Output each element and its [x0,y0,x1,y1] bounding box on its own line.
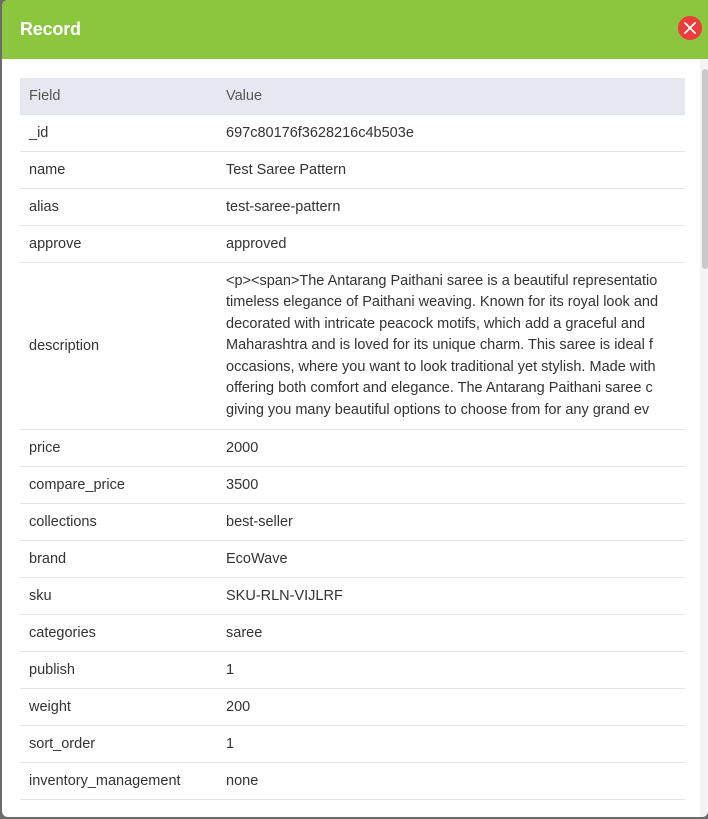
record-modal [2,0,708,817]
field-cell: publish [20,652,217,689]
description-line: offering both comfort and elegance. The Antarang Paithani saree c [226,380,653,397]
field-cell: compare_price [20,467,217,504]
modal-title: Record [20,19,81,39]
value-cell: none [217,763,685,800]
table-row [20,615,685,652]
value-cell: 200 [217,689,685,726]
close-button[interactable] [678,16,702,40]
value-cell: test-saree-pattern [217,189,685,226]
table-row [20,689,685,726]
record-table [20,78,685,800]
field-cell: inventory_management [20,763,217,800]
field-cell: _id [20,115,217,152]
table-row [20,726,685,763]
value-cell: 697c80176f3628216c4b503e [217,115,685,152]
table-row [20,430,685,467]
field-cell: collections [20,504,217,541]
value-cell: Test Saree Pattern [217,152,685,189]
value-cell: approved [217,226,685,263]
field-cell: sort_order [20,726,217,763]
scrollbar-thumb[interactable] [702,69,708,269]
value-cell: SKU-RLN-VIJLRF [217,578,685,615]
field-cell: categories [20,615,217,652]
table-row [20,115,685,152]
field-cell: name [20,152,217,189]
description-line: timeless elegance of Paithani weaving. Known for its royal look and [226,294,659,311]
modal-body [2,59,708,817]
table-row [20,189,685,226]
value-cell: EcoWave [217,541,685,578]
record-table-wrapper [20,78,685,800]
value-cell: saree [217,615,685,652]
value-cell: 1 [217,726,685,763]
table-row [20,578,685,615]
description-line: decorated with intricate peacock motifs, which add a graceful and [226,315,646,332]
field-cell: weight [20,689,217,726]
description-line: <p><span>The Antarang Paithani saree is a beautiful representatio [226,273,658,290]
field-cell: sku [20,578,217,615]
value-cell: 2000 [217,430,685,467]
table-row [20,226,685,263]
close-icon [684,22,696,34]
value-cell: 3500 [217,467,685,504]
value-cell: 1 [217,652,685,689]
description-line: Maharashtra and is loved for its unique charm. This saree is ideal f [226,337,653,354]
field-column-header: Field [20,78,217,115]
table-row [20,541,685,578]
table-row [20,152,685,189]
description-value-cell [217,263,685,430]
table-row [20,467,685,504]
description-line: giving you many beautiful options to choose from for any grand ev [226,401,650,418]
value-column-header: Value [217,78,685,115]
table-header-row [20,78,685,115]
field-cell: description [20,263,217,430]
description-text [226,271,685,421]
table-row [20,652,685,689]
value-cell: best-seller [217,504,685,541]
description-line: occasions, where you want to look traditional yet stylish. Made with [226,358,656,375]
table-row [20,504,685,541]
field-cell: approve [20,226,217,263]
table-row [20,763,685,800]
modal-header [2,0,708,59]
field-cell: alias [20,189,217,226]
field-cell: price [20,430,217,467]
field-cell: brand [20,541,217,578]
table-row [20,263,685,430]
